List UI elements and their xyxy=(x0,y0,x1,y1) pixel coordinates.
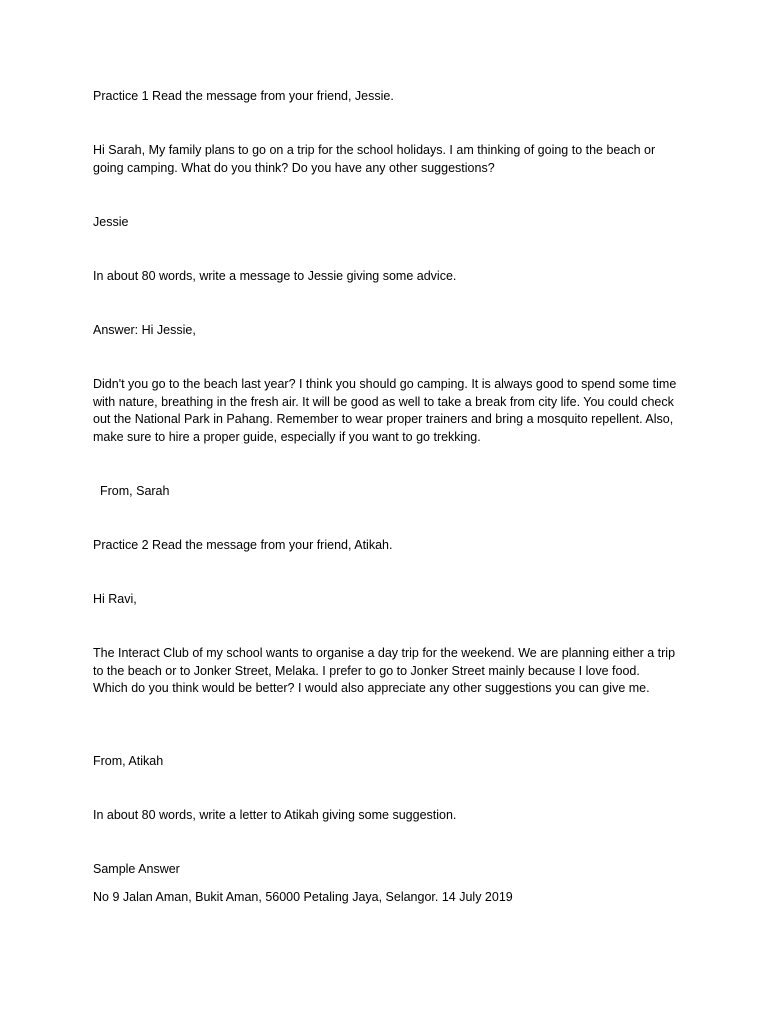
atikah-greeting: Hi Ravi, xyxy=(93,592,137,606)
answer-signoff: From, Sarah xyxy=(100,484,170,498)
answer-body: Didn't you go to the beach last year? I think you should go camping. It is always good to spend some time with nature, breathing in the fresh air. It will be good as well to take a break from city life. You could check out the National Park in Pahang. Remember to wear proper trainers and bring a mosquito repellent. Also, make sure to hire a proper guide, especially if you want to go trekking. xyxy=(93,377,677,444)
task-2-instruction: In about 80 words, write a letter to Atikah giving some suggestion. xyxy=(93,808,457,822)
atikah-signoff: From, Atikah xyxy=(93,754,164,768)
sample-answer-label: Sample Answer xyxy=(93,862,180,876)
jessie-signoff: Jessie xyxy=(93,215,129,229)
jessie-message: Hi Sarah, My family plans to go on a trip for the school holidays. I am thinking of going to the beach or going camping. What do you think? Do you have any other suggestions? xyxy=(93,143,656,175)
task-1-instruction: In about 80 words, write a message to Jessie giving some advice. xyxy=(93,269,457,283)
practice-2-heading: Practice 2 Read the message from your friend, Atikah. xyxy=(93,538,393,552)
sample-address: No 9 Jalan Aman, Bukit Aman, 56000 Petaling Jaya, Selangor. 14 July 2019 xyxy=(93,890,513,904)
practice-1-heading: Practice 1 Read the message from your friend, Jessie. xyxy=(93,89,394,103)
atikah-message: The Interact Club of my school wants to organise a day trip for the weekend. We are planning either a trip to the beach or to Jonker Street, Melaka. I prefer to go to Jonker Street mainly because I love food. Which do you think would be better? I would also appreciate any other suggestions you can give me. xyxy=(93,646,676,695)
answer-greeting: Answer: Hi Jessie, xyxy=(93,323,196,337)
